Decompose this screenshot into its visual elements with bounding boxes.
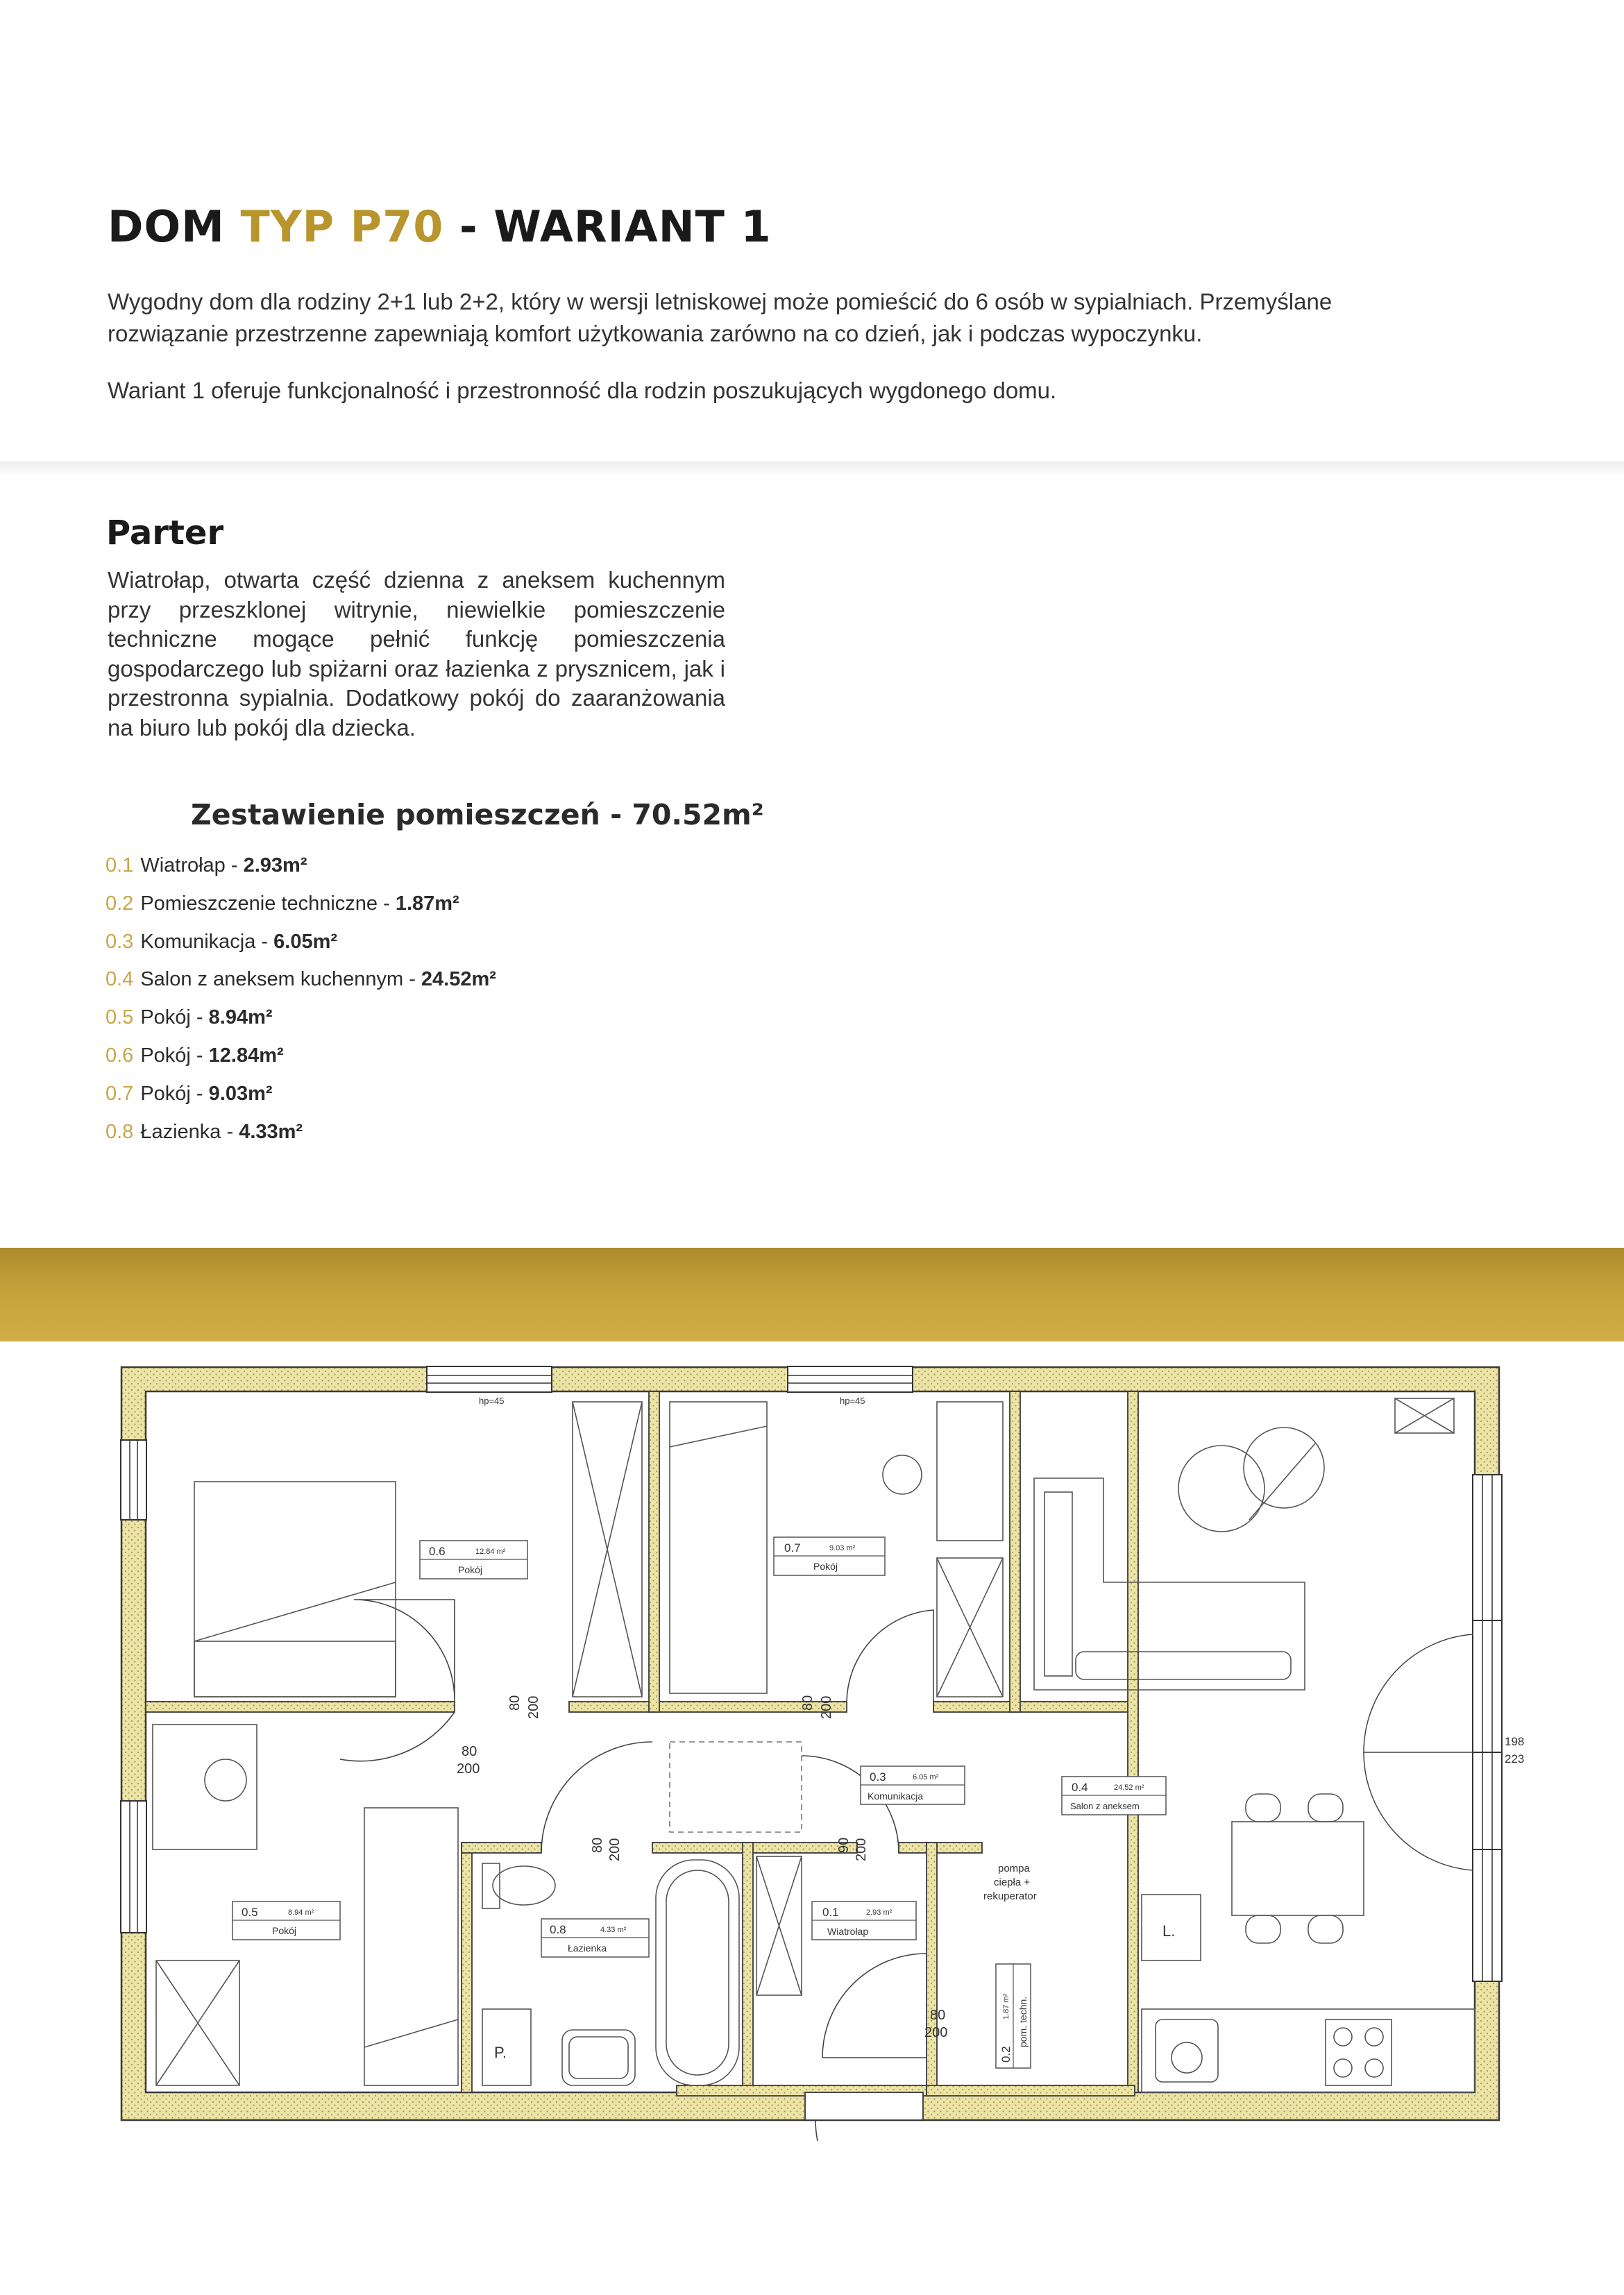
room-tag-area: 9.03 m² xyxy=(829,1544,856,1552)
facade-door-swing xyxy=(1364,1634,1473,1752)
room-number: 0.7 xyxy=(105,1082,134,1105)
room-list-item xyxy=(105,847,496,885)
room-tag-name: Wiatrołap xyxy=(827,1926,869,1937)
door-width: 90 xyxy=(836,1837,852,1853)
door-height: 200 xyxy=(457,1761,480,1777)
round-table xyxy=(1178,1428,1324,1532)
floor-heading: Parter xyxy=(106,514,224,552)
door-width: 80 xyxy=(930,2008,946,2023)
room-name: Łazienka - xyxy=(140,1120,239,1143)
door-width: 80 xyxy=(800,1695,815,1711)
door-dimensions xyxy=(457,1695,947,2040)
room-name: Pomieszczenie techniczne - xyxy=(140,892,396,915)
room-list-item xyxy=(105,960,496,999)
sill-height-label: hp=45 xyxy=(840,1396,865,1406)
window-top-left xyxy=(427,1366,552,1392)
room-number: 0.5 xyxy=(105,1006,134,1029)
room-area: 4.33m² xyxy=(239,1120,303,1143)
room-name: Komunikacja - xyxy=(140,930,274,953)
variant-paragraph: Wariant 1 oferuje funkcjonalność i przestronność dla rodzin poszukujących wygdonego domu. xyxy=(108,378,1057,403)
heat-pump-text: rekuperator xyxy=(983,1890,1037,1902)
room-list-item xyxy=(105,885,496,923)
room-area: 2.93m² xyxy=(243,854,307,876)
washbasin xyxy=(562,2030,635,2085)
room-area: 6.05m² xyxy=(273,930,338,953)
wardrobe xyxy=(573,1402,642,1697)
room-tag-area: 24.52 m² xyxy=(1114,1784,1144,1792)
facade-door-swing xyxy=(1364,1752,1473,1870)
wardrobe xyxy=(937,1558,1003,1697)
room-tag-name: Komunikacja xyxy=(868,1790,924,1802)
single-bed xyxy=(670,1402,767,1693)
door-height: 200 xyxy=(607,1838,623,1861)
room-tag-name: Pokój xyxy=(272,1925,297,1936)
room-tag-number: 0.6 xyxy=(429,1545,446,1558)
gold-band xyxy=(0,1248,1624,1341)
room-number: 0.2 xyxy=(105,892,134,915)
room-tag-number: 0.3 xyxy=(870,1770,886,1784)
wardrobe xyxy=(156,1961,239,2085)
double-bed xyxy=(194,1482,396,1697)
room-tag xyxy=(861,1766,965,1804)
room-tag xyxy=(232,1902,340,1940)
room-area: 8.94m² xyxy=(208,1006,273,1029)
rooms-summary-heading: Zestawienie pomieszczeń - 70.52m² xyxy=(191,798,764,831)
dining-table xyxy=(1232,1794,1364,1943)
room-number: 0.4 xyxy=(105,968,134,991)
room-tag-name: pom. techn. xyxy=(1017,1996,1029,2047)
room-tag-number: 0.7 xyxy=(784,1541,801,1555)
shelf-label: P. xyxy=(494,2044,507,2061)
glazed-facade xyxy=(1473,1475,1502,1981)
room-tag-area: 2.93 m² xyxy=(866,1908,893,1917)
room-tag-area: 12.84 m² xyxy=(475,1548,506,1556)
door-height: 200 xyxy=(526,1695,541,1719)
room-list-item xyxy=(105,923,496,961)
desk-chair xyxy=(883,1402,1003,1541)
bathtub xyxy=(656,1860,739,2085)
toilet xyxy=(482,1863,555,1908)
room-tag-area: 1.87 m² xyxy=(1002,1993,1010,2019)
room-list-item xyxy=(105,1113,496,1151)
section-divider xyxy=(0,461,1624,477)
desk-chair xyxy=(153,1725,257,1849)
tv-cabinet xyxy=(1395,1398,1454,1433)
room-tag-name: Łazienka xyxy=(568,1942,607,1954)
room-tag-number: 0.5 xyxy=(242,1906,258,1919)
room-area: 24.52m² xyxy=(421,968,496,991)
room-tag xyxy=(541,1919,649,1957)
heat-pump-label xyxy=(983,1863,1037,1902)
room-tag-number: 0.4 xyxy=(1072,1781,1088,1794)
room-tag-area: 6.05 m² xyxy=(913,1773,939,1781)
room-tag-name: Pokój xyxy=(458,1564,483,1575)
floor-plan xyxy=(118,1364,1527,2141)
floor-description: Wiatrołap, otwarta część dzienna z aneksem kuchennym przy przeszklonej witrynie, niewielkie pomieszczenie techniczne mogące pełnić funkcję pomieszczenia gospodarczego lub spiżarni oraz łazienka z prysznicem, jak i przestronna sypialnia. Dodatkowy pokój do zaaranżowania na biuro lub pokój dla dziecka. xyxy=(108,567,725,740)
room-tag xyxy=(812,1902,916,1940)
door-width: 80 xyxy=(462,1744,477,1759)
room-list xyxy=(105,847,496,1151)
door-height: 200 xyxy=(854,1838,869,1861)
room-number: 0.8 xyxy=(105,1120,134,1143)
single-bed xyxy=(364,1808,458,2085)
room-list-item xyxy=(105,1075,496,1113)
rug xyxy=(670,1742,802,1832)
window-left-bottom xyxy=(121,1801,146,1933)
sofa xyxy=(1034,1478,1305,1690)
title-variant: - WARIANT 1 xyxy=(459,201,772,252)
room-tag xyxy=(774,1537,885,1575)
room-name: Pokój - xyxy=(140,1044,209,1067)
room-number: 0.1 xyxy=(105,854,134,876)
room-area: 12.84m² xyxy=(208,1044,284,1067)
room-list-item xyxy=(105,999,496,1037)
opening-dimension: 198 xyxy=(1505,1735,1525,1748)
room-tag-name: Salon z aneksem xyxy=(1070,1801,1140,1811)
room-tag-name: Pokój xyxy=(813,1561,838,1572)
room-name: Wiatrołap - xyxy=(140,854,244,876)
heat-pump-text: ciepła + xyxy=(994,1877,1031,1888)
heat-pump-text: pompa xyxy=(998,1863,1030,1874)
room-tag-number: 0.1 xyxy=(822,1906,839,1919)
shower-shelf xyxy=(482,2009,531,2085)
window-top-middle xyxy=(788,1366,913,1392)
door-width: 80 xyxy=(590,1837,605,1853)
tech-room-tag xyxy=(996,1964,1031,2068)
room-tag-number: 0.2 xyxy=(999,2046,1013,2063)
room-list-item xyxy=(105,1037,496,1075)
room-tag xyxy=(420,1541,527,1579)
door-width: 80 xyxy=(507,1695,523,1711)
fridge-box xyxy=(1142,1895,1201,1961)
room-number: 0.3 xyxy=(105,930,134,953)
title-dom: DOM xyxy=(108,201,225,252)
room-area: 1.87m² xyxy=(395,892,459,915)
window-left-top xyxy=(121,1440,146,1520)
room-tag-number: 0.8 xyxy=(550,1923,566,1936)
page-title xyxy=(108,201,772,252)
room-tag-area: 8.94 m² xyxy=(288,1908,314,1917)
room-area: 9.03m² xyxy=(208,1082,273,1105)
fridge-label: L. xyxy=(1162,1922,1176,1940)
sill-height-label: hp=45 xyxy=(479,1396,505,1406)
door-swings xyxy=(340,1600,933,2141)
cabinet xyxy=(756,1856,802,1995)
opening-dimension: 223 xyxy=(1505,1752,1525,1765)
kitchen-counter xyxy=(1142,2009,1475,2092)
entry-threshold xyxy=(805,2092,923,2120)
room-name: Salon z aneksem kuchennym - xyxy=(140,968,421,991)
room-name: Pokój - xyxy=(140,1006,209,1029)
room-name: Pokój - xyxy=(140,1082,209,1105)
door-height: 200 xyxy=(819,1695,834,1719)
intro-paragraph: Wygodny dom dla rodziny 2+1 lub 2+2, który w wersji letniskowej może pomieścić do 6 osób w sypialniach. Przemyślane rozwiązanie przestrzenne zapewniają komfort użytkowania zarówno na co dzień, jak i podczas wypoczynku. xyxy=(108,289,1333,346)
room-number: 0.6 xyxy=(105,1044,134,1067)
room-tag-area: 4.33 m² xyxy=(600,1926,627,1934)
exterior-wall xyxy=(121,1367,1499,2120)
title-type: TYP P70 xyxy=(240,201,444,252)
door-height: 200 xyxy=(924,2025,948,2040)
room-tag xyxy=(1062,1777,1166,1815)
